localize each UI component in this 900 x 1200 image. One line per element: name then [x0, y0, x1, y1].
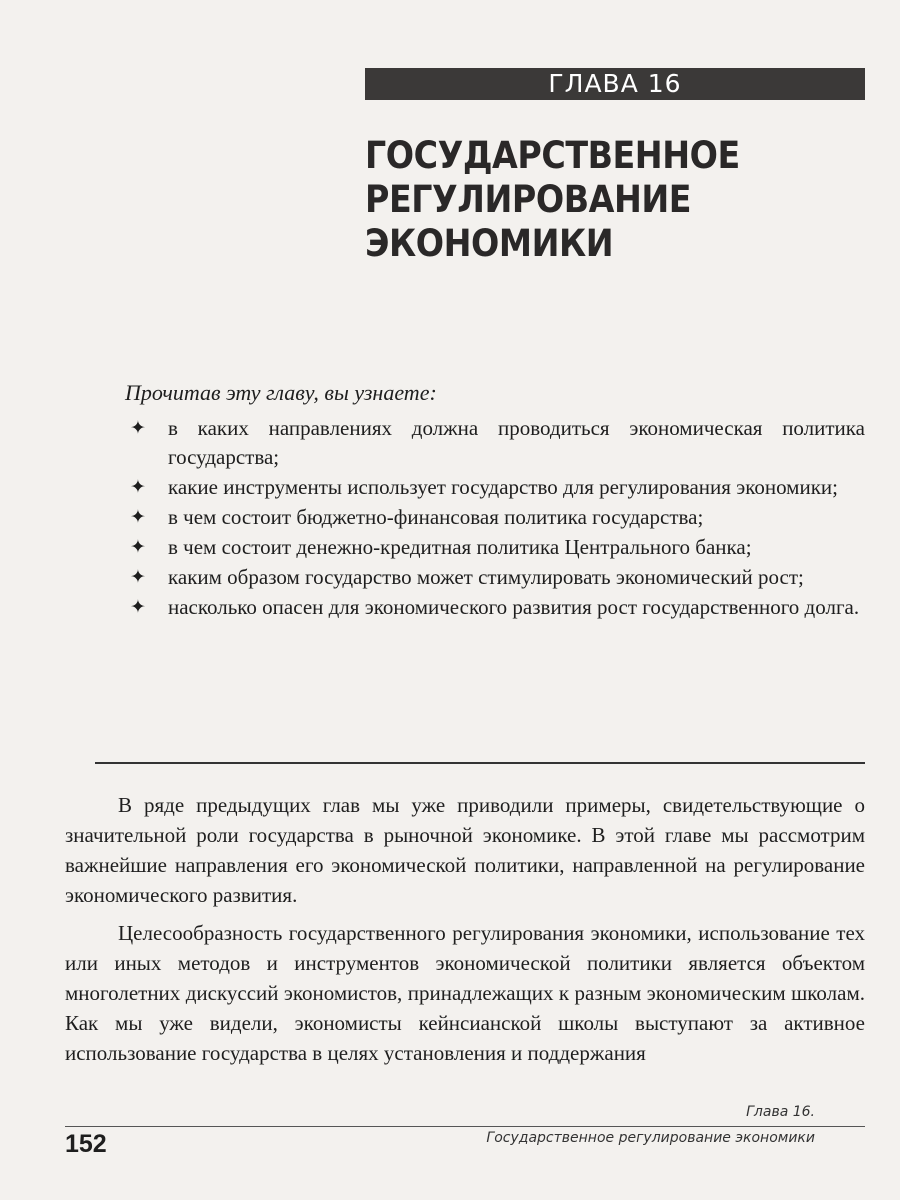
list-item	[130, 414, 865, 472]
list-item-text: в каких направлениях должна проводиться экономическая политика государства;	[168, 416, 865, 469]
list-item	[130, 473, 865, 502]
list-item-text: каким образом государство может стимулировать экономический рост;	[168, 565, 804, 589]
list-item	[130, 533, 865, 562]
chapter-title	[365, 134, 740, 266]
chapter-title-line: ЭКОНОМИКИ	[365, 222, 614, 265]
body-text	[65, 790, 865, 1076]
list-item-text: насколько опасен для экономического развития рост государственного долга.	[168, 595, 860, 619]
list-item	[130, 563, 865, 592]
section-divider	[95, 762, 865, 764]
learning-objectives-list	[130, 414, 865, 623]
four-point-star-icon: ✦	[130, 507, 146, 528]
four-point-star-icon: ✦	[130, 537, 146, 558]
chapter-title-line: РЕГУЛИРОВАНИЕ	[365, 178, 692, 221]
four-point-star-icon: ✦	[130, 477, 146, 498]
four-point-star-icon: ✦	[130, 597, 146, 618]
footer-title: Государственное регулирование экономики	[486, 1130, 815, 1146]
footer-chapter: Глава 16.	[746, 1104, 815, 1120]
footer-divider	[65, 1126, 865, 1127]
paragraph: В ряде предыдущих глав мы уже приводили примеры, свидетельствующие о значительной роли государства в рыночной экономике. В этой главе мы рассмотрим важнейшие направления его экономической политики, направленной на регулирование экономического развития.	[65, 793, 865, 907]
list-item-text: в чем состоит денежно-кредитная политика Центрального банка;	[168, 535, 752, 559]
list-item	[130, 593, 865, 622]
list-item-text: в чем состоит бюджетно-финансовая политика государства;	[168, 505, 704, 529]
chapter-title-line: ГОСУДАРСТВЕННОЕ	[365, 134, 740, 177]
four-point-star-icon: ✦	[130, 418, 146, 439]
list-item-text: какие инструменты использует государство для регулирования экономики;	[168, 475, 838, 499]
paragraph: Целесообразность государственного регулирования экономики, использование тех или иных методов и инструментов экономической политики является объектом многолетних дискуссий экономистов, принадлежащих к разным экономическим школам. Как мы уже видели, экономисты кейнсианской школы выступают за активное использование государства в целях установления и поддержания	[65, 921, 865, 1065]
learning-objectives-heading: Прочитав эту главу, вы узнаете:	[125, 380, 437, 405]
list-item	[130, 503, 865, 532]
page-number: 152	[65, 1130, 107, 1158]
chapter-label: ГЛАВА 16	[365, 68, 865, 100]
four-point-star-icon: ✦	[130, 567, 146, 588]
